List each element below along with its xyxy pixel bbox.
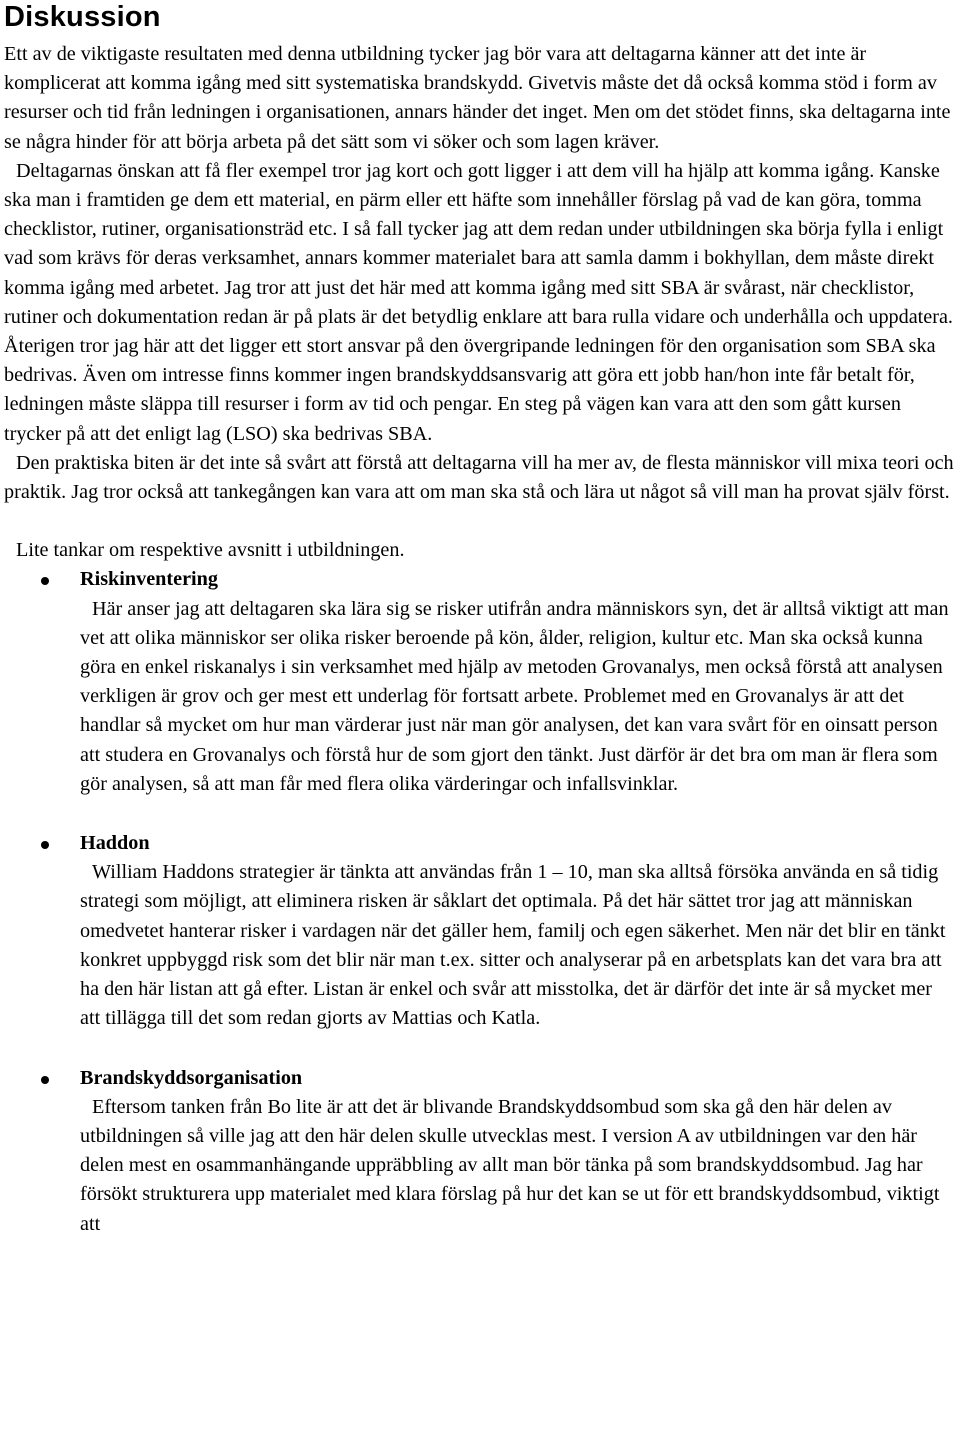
topic-title-haddon: Haddon <box>80 832 150 855</box>
bullet-icon <box>41 577 49 585</box>
paragraph-1: Ett av de viktigaste resultaten med denna utbildning tycker jag bör vara att deltagarna känner att det inte är komplicerat att komma igång med sitt systematiska brandskydd. Givetvis måste det då också komma stöd i form av resurser och tid från ledningen i organisationen, annars händer det inget. Men om det stödet finns, ska deltagarna inte se några hinder för att börja arbeta på det sätt som vi söker och som lagen kräver. <box>4 43 951 153</box>
bullet-icon <box>41 1076 49 1084</box>
topic-title-brandskyddsorganisation: Brandskyddsorganisation <box>80 1066 303 1089</box>
paragraph-2: Deltagarnas önskan att få fler exempel tror jag kort och gott ligger i att dem vill ha hjälp att komma igång. Kanske ska man i framtiden ge dem ett material, en pärm eller ett häfte som innehåller förslag på vad de kan göra, tomma checklistor, rutiner, organisationsträd etc. I så fall tycker jag att dem redan under utbildningen ska börja fylla i enligt vad som krävs för deras verksamhet, annars kommer materialet bara att samla damm i bokhyllan, dem måste direkt komma igång med arbetet. Jag tror att just det här med att komma igång med sitt SBA är svårast, när checklistor, rutiner och dokumentation redan är på plats är det betydlig enklare att bara rulla vidare och underhålla och uppdatera. Återigen tror jag här att det ligger ett stort ansvar på den övergripande ledningen för den organisation som SBA ska bedrivas. Även om intresse finns kommer ingen brandskyddsansvarig att göra ett jobb han/hon inte får betalt för, ledningen måste släppa till resurser i form av tid och pengar. En steg på vägen kan vara att den som gått kursen trycker på att det enligt lag (LSO) ska bedrivas SBA. <box>4 159 953 445</box>
topic-body-haddon: William Haddons strategier är tänkta att användas från 1 – 10, man ska alltså försöka använda en så tidig strategi som möjligt, att eliminera risken är såklart det optimala. På det här sättet tror jag att människan omedvetet hanterar risker i vardagen när det gäller hem, familj och egen säkerhet. Men när det blir en tänkt konkret uppbyggd risk som det blir när man t.ex. sitter och analyserar på en arbetsplats kan det vara bra att ha den här listan att gå efter. Listan är enkel och svår att misstolka, det är därför det inte är så mycket mer att tillägga till det som redan gjorts av Mattias och Katla. <box>80 861 946 1030</box>
list-item <box>4 565 956 829</box>
topic-body-riskinventering: Här anser jag att deltagaren ska lära sig se risker utifrån andra människors syn, det är alltså viktigt att man vet att olika människor ser olika risker beroende på kön, ålder, religion, kultur etc. Man ska också kunna göra en enkel riskanalys i sin verksamhet med hjälp av metoden Grovanalys, men också förstå att analysen verkligen är grov och ger mest ett underlag för fortsatt arbete. Problemet med en Grovanalys är att det handlar så mycket om hur man värderar just när man gör analysen, det kan vara svårt för en oinsatt person att studera en Grovanalys och förstå hur de som gjort den tänkt. Just därför är det bra om man är flera som gör analysen, så att man får med flera olika värderingar och infallsvinklar. <box>80 597 949 795</box>
topic-title-riskinventering: Riskinventering <box>80 568 218 591</box>
list-item <box>4 1064 956 1239</box>
topic-list <box>4 565 956 1238</box>
paragraph-3: Den praktiska biten är det inte så svårt att förstå att deltagarna vill ha mer av, de flesta människor vill mixa teori och praktik. Jag tror också att tankegången kan vara att om man ska stå och lära ut något så vill man ha provat själv först. <box>4 451 954 504</box>
document-page <box>4 0 956 1239</box>
topics-intro: Lite tankar om respektive avsnitt i utbildningen. <box>16 539 405 562</box>
bullet-icon <box>41 841 49 849</box>
section-heading: Diskussion <box>4 1 161 33</box>
list-item <box>4 829 956 1063</box>
topic-body-brandskyddsorganisation: Eftersom tanken från Bo lite är att det är blivande Brandskyddsombud som ska gå den här delen av utbildningen så ville jag att den här delen skulle utvecklas mest. I version A av utbildningen var den här delen mest en osammanhängande uppräbbling av allt man bör tänka på som brandskyddsombud. Jag har försökt strukturera upp materialet med klara förslag på hur det kan se ut för ett brandskyddsombud, viktigt att <box>80 1095 940 1235</box>
